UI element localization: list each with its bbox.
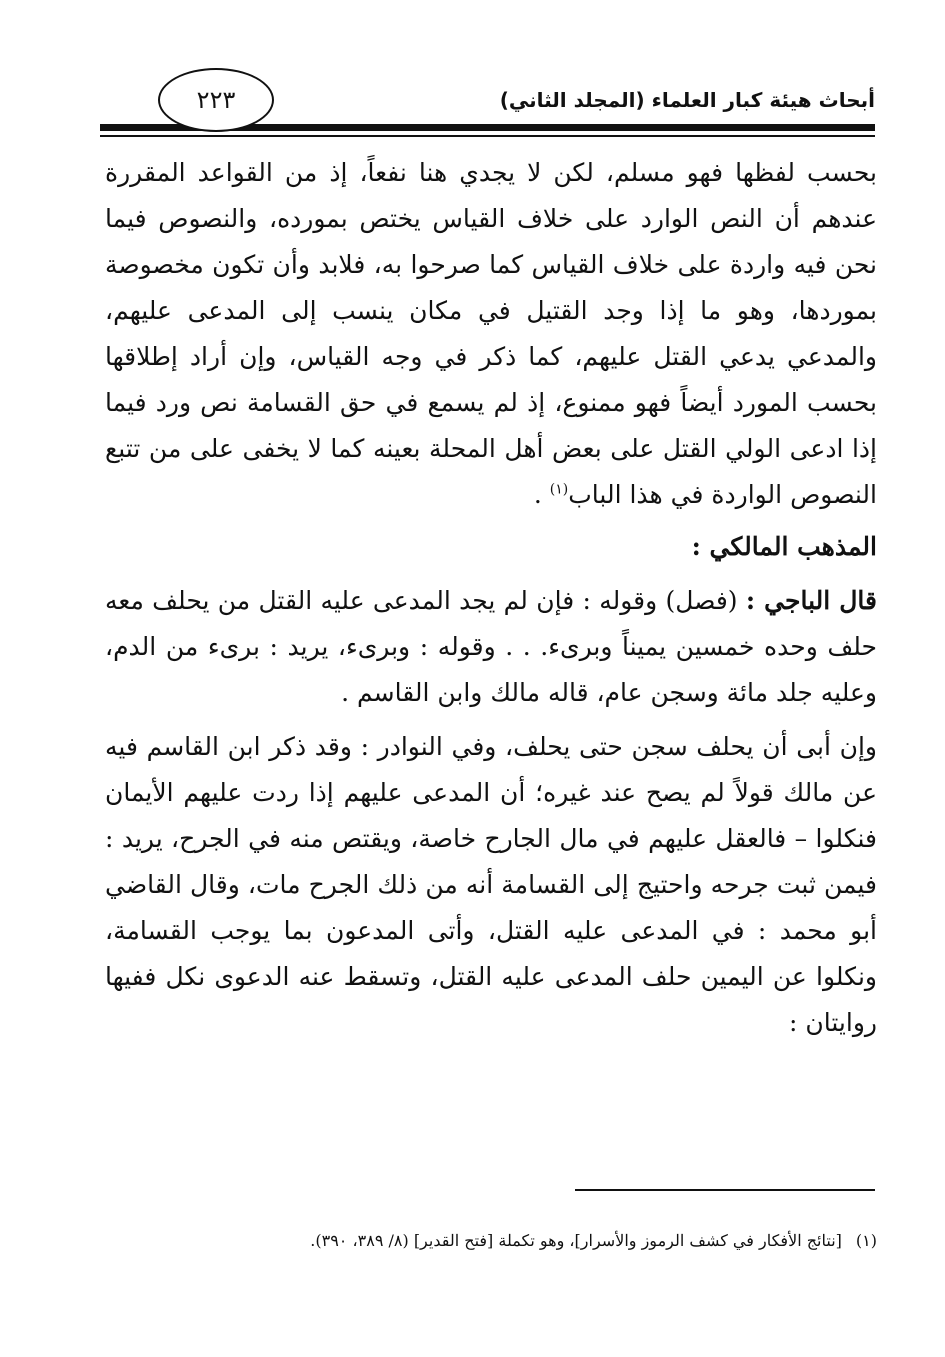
body-text	[105, 150, 877, 1046]
page-number: ٢٢٣	[196, 86, 236, 114]
page-header	[100, 60, 875, 140]
header-rule-thin	[100, 135, 875, 137]
paragraph-3: وإن أبى أن يحلف سجن حتى يحلف، وفي النوادر : وقد ذكر ابن القاسم فيه عن مالك قولاً لم يصح عند غيره؛ أن المدعى عليهم إذا ردت عليهم الأيمان فنكلوا – فالعقل عليهم في مال الجارح خاصة، ويقتص منه في الجرح، يريد : فيمن ثبت جرحه واحتيج إلى القسامة أنه من ذلك الجرح مات، وقال القاضي أبو محمد : في المدعى عليه القتل، وأتى المدعون بما يوجب القسامة، ونكلوا عن اليمين حلف المدعى عليه القتل، وتسقط عنه الدعوى نكل ففيها روايتان :	[105, 732, 877, 1037]
paragraph-1-end: .	[533, 480, 550, 509]
footnote-number: (١)	[855, 1231, 877, 1250]
section-heading: المذهب المالكي :	[691, 532, 877, 561]
footnote-text: [نتائج الأفكار في كشف الرموز والأسرار]، وهو تكملة [فتح القدير] (٨/ ٣٨٩، ٣٩٠).	[310, 1231, 842, 1250]
paragraph-1-text: بحسب لفظها فهو مسلم، لكن لا يجدي هنا نفعاً، إذ من القواعد المقررة عندهم أن النص الوارد على خلاف القياس يختص بمورده، والنصوص فيما نحن فيه واردة على خلاف القياس كما صرحوا به، فلابد وأن تكون مخصوصة بموردها، وهو ما إذا وجد القتيل في مكان ينسب إلى المدعى عليهم، والمدعي يدعي القتل عليهم، كما ذكر في وجه القياس، وإن أراد إطلاقها بحسب المورد أيضاً فهو ممنوع، إذ لم يسمع في حق القسامة نص ورد فيما إذا ادعى الولي القتل على بعض أهل المحلة بعينه كما لا يخفى على من تتبع النصوص الواردة في هذا الباب	[105, 158, 877, 509]
page-number-oval	[158, 68, 274, 132]
footnote-separator	[575, 1189, 875, 1191]
paragraph-2-text: (فصل) وقوله : فإن لم يجد المدعى عليه القتل من يحلف معه حلف وحده خمسين يميناً وبرىء. . . وقوله : وبرىء، يريد : برىء من الدم، وعليه جلد مائة وسجن عام، قاله مالك وابن القاسم .	[105, 586, 877, 707]
paragraph-2	[105, 578, 877, 716]
paragraph-2-lead: قال الباجي :	[745, 586, 877, 615]
paragraph-1	[105, 150, 877, 518]
running-title: أبحاث هيئة كبار العلماء (المجلد الثاني)	[499, 88, 875, 112]
footnote	[105, 1228, 877, 1254]
footnote-reference[interactable]: (١)	[549, 481, 569, 498]
